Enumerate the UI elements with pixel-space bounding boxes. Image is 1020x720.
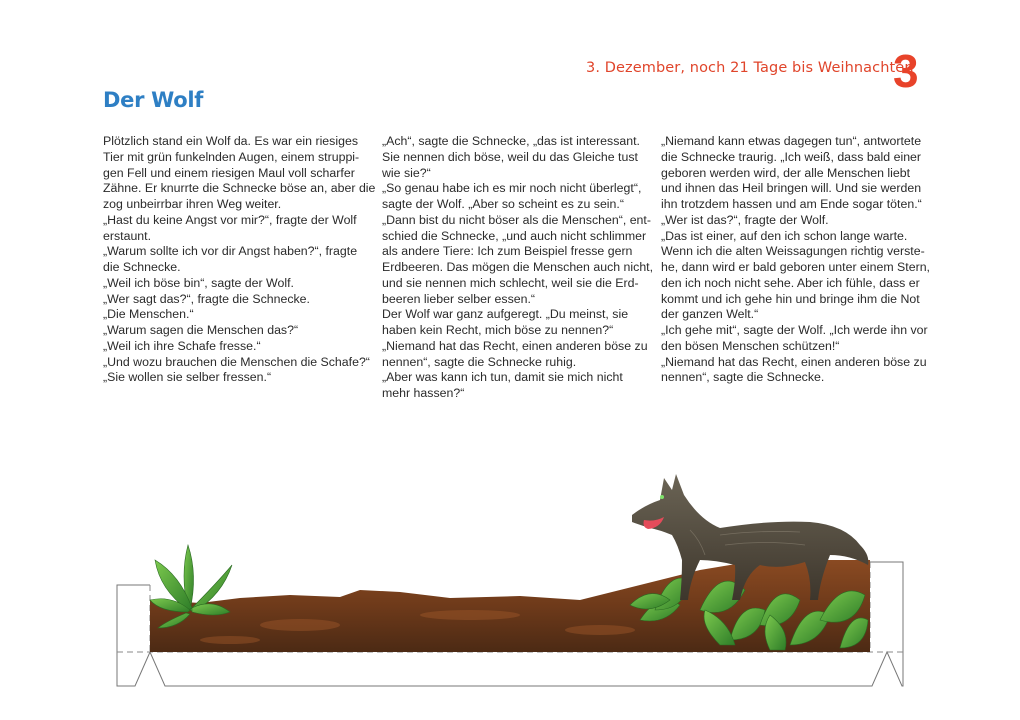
text-line: ihn trotzdem hassen und am Ende sogar töten.“ [661,197,922,211]
text-line: die Schnecke traurig. „Ich weiß, dass bald einer [661,149,922,164]
text-line: „Die Menschen.“ [103,307,194,322]
story-title: Der Wolf [103,88,204,112]
text-line: „Wer ist das?“, fragte der Wolf. [661,212,829,227]
day-number: 3 [893,45,919,97]
text-line: die Schnecke. [103,260,181,274]
text-line: beeren lieber selber essen.“ [382,291,536,306]
text-line: haben kein Recht, mich böse zu nennen?“ [382,323,614,337]
text-line: als andere Tiere: Ich zum Beispiel fresse gern [382,244,633,259]
text-line: „Warum sollte ich vor dir Angst haben?“, fragte [103,244,358,259]
story-column-3 [661,134,931,386]
story-column-1 [103,134,376,386]
text-line: mehr hassen?“ [382,386,465,400]
text-line: und ihnen das Heil bringen will. Und sie werden [661,181,922,196]
text-line: Tier mit grün funkelnden Augen, einem struppi- [103,149,360,164]
text-line: „Aber was kann ich tun, damit sie mich nicht [382,370,623,385]
text-line: „Sie wollen sie selber fressen.“ [103,370,272,385]
text-line: zog unbeirrbar ihren Weg weiter. [103,197,282,211]
text-line: „Weil ich böse bin“, sagte der Wolf. [103,275,294,290]
text-line: kommt und ich gehe hin und bringe ihm die Not [661,291,920,306]
text-line: wie sie?“ [382,165,431,180]
text-line: Der Wolf war ganz aufgeregt. „Du meinst, sie [382,307,629,322]
text-line: schied die Schnecke, „und auch nicht schlimmer [382,228,647,243]
text-line: erstaunt. [103,228,152,243]
text-line: „Ich gehe mit“, sagte der Wolf. „Ich werde ihn vor [661,323,928,337]
text-line: nennen“, sagte die Schnecke. [661,370,825,385]
text-line: der ganzen Welt.“ [661,307,759,322]
date-countdown: 3. Dezember, noch 21 Tage bis Weihnachten [586,60,914,76]
page-header [586,45,926,97]
text-line: „Ach“, sagte die Schnecke, „das ist interessant. [382,134,640,148]
text-line: „Niemand kann etwas dagegen tun“, antwortete [661,134,922,148]
text-line: „Hast du keine Angst vor mir?“, fragte der Wolf [103,212,357,227]
text-line: „Niemand hat das Recht, einen anderen böse zu [382,338,648,353]
text-line: „Wer sagt das?“, fragte die Schnecke. [103,291,310,306]
text-line: und sie nennen mich schlecht, weil sie die Erd- [382,275,639,290]
text-line: „So genau habe ich es mir noch nicht überlegt“, [382,181,642,196]
wolf-cutout-illustration [0,440,1020,720]
text-line: „Weil ich ihre Schafe fresse.“ [103,338,261,353]
text-line: Plötzlich stand ein Wolf da. Es war ein riesiges [103,134,358,148]
text-line: „Das ist einer, auf den ich schon lange warte. [661,228,908,243]
text-line: Sie nennen dich böse, weil du das Gleiche tust [382,149,638,164]
text-line: he, dann wird er bald geboren unter einem Stern, [661,260,930,274]
text-line: sagte der Wolf. „Aber so scheint es zu sein.“ [382,197,624,211]
text-line: „Warum sagen die Menschen das?“ [103,323,299,337]
text-line: nennen“, sagte die Schnecke ruhig. [382,354,577,369]
text-line: geboren werden wird, der alle Menschen liebt [661,165,911,180]
text-line: „Und wozu brauchen die Menschen die Schafe?“ [103,354,370,369]
text-line: Wenn ich die alten Weissagungen richtig verste- [661,244,925,259]
text-line: Erdbeeren. Das mögen die Menschen auch nicht, [382,260,654,274]
text-line: den bösen Menschen schützen!“ [661,338,840,353]
soil-ground [150,560,870,652]
text-line: Zähne. Er knurrte die Schnecke böse an, aber die [103,181,376,196]
story-column-2 [382,134,654,402]
text-line: den ich noch nicht sehe. Aber ich fühle, dass er [661,275,920,290]
text-line: gen Fell und einem riesigen Maul voll scharfer [103,165,355,180]
text-line: „Niemand hat das Recht, einen anderen böse zu [661,354,927,369]
text-line: „Dann bist du nicht böser als die Menschen“, ent- [382,212,651,227]
